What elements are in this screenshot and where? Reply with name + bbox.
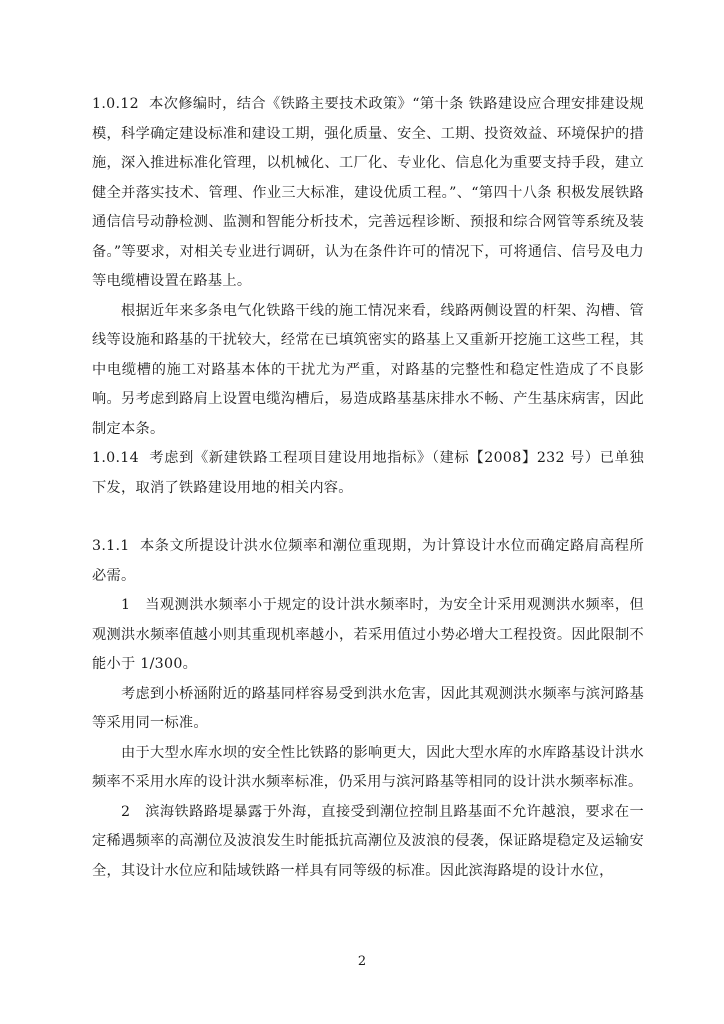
- clause-text: 本条文所提设计洪水位频率和潮位重现期，为计算设计水位而确定路肩高程所必需。: [92, 538, 644, 584]
- clause-3-1-1-bridge-note: 考虑到小桥涵附近的路基同样容易受到洪水危害，因此其观测洪水频率与滨河路基等采用同一标准。: [92, 685, 644, 731]
- clause-text: 本次修编时，结合《铁路主要技术政策》“第十条 铁路建设应合理安排建设规模，科学确定建设标准和建设工期，强化质量、安全、工期、投资效益、环境保护的措施，深入推进标准化管理，以机械化、工厂化、专业化、信息化为重要支持手段，建立健全并落实技术、管理、作业三大标准，建设优质工程。”、“第四十八条 积极发展铁路通信信号动静检测、监测和智能分析技术，完善远程诊断、预报和综合网管等系统及装备。”等要求，对相关专业进行调研，认为在条件许可的情况下，可将通信、信号及电力等电缆槽设置在路基上。: [92, 96, 644, 289]
- clause-text: 考虑到《新建铁路工程项目建设用地指标》（建标【2008】232 号）已单独下发，取消了铁路建设用地的相关内容。: [92, 450, 644, 496]
- clause-number: 1.0.12: [92, 96, 139, 112]
- clause-1-0-12-explanation: 根据近年来多条电气化铁路干线的施工情况来看，线路两侧设置的杆架、沟槽、管线等设施和路基的干扰较大，经常在已填筑密实的路基上又重新开挖施工这些工程，其中电缆槽的施工对路基本体的干扰尤为严重，对路基的完整性和稳定性造成了不良影响。另考虑到路肩上设置电缆沟槽后，易造成路基基床排水不畅、产生基床病害，因此制定本条。: [92, 302, 644, 437]
- clause-number: 1.0.14: [92, 450, 139, 466]
- clause-3-1-1: [92, 532, 644, 591]
- clause-3-1-1-reservoir-note: 由于大型水库水坝的安全性比铁路的影响更大，因此大型水库的水库路基设计洪水频率不采用水库的设计洪水频率标准，仍采用与滨河路基等相同的设计洪水频率标准。: [92, 744, 644, 790]
- clause-1-0-14: [92, 444, 644, 503]
- clause-3-1-1-item-1: 1 当观测洪水频率小于规定的设计洪水频率时，为安全计采用观测洪水频率，但观测洪水频率值越小则其重现机率越小，若采用值过小势必增大工程投资。因此限制不能小于 1/300。: [92, 597, 644, 672]
- document-body: [92, 90, 644, 886]
- clause-1-0-12: [92, 90, 644, 297]
- clause-number: 3.1.1: [92, 538, 130, 554]
- section-spacer: [92, 503, 644, 532]
- clause-3-1-1-item-2: 2 滨海铁路路堤暴露于外海，直接受到潮位控制且路基面不允许越浪，要求在一定稀遇频率的高潮位及波浪发生时能抵抗高潮位及波浪的侵袭，保证路堤稳定及运输安全，其设计水位应和陆域铁路一样具有同等级的标准。因此滨海路堤的设计水位，: [92, 803, 644, 879]
- page-number: 2: [357, 954, 367, 969]
